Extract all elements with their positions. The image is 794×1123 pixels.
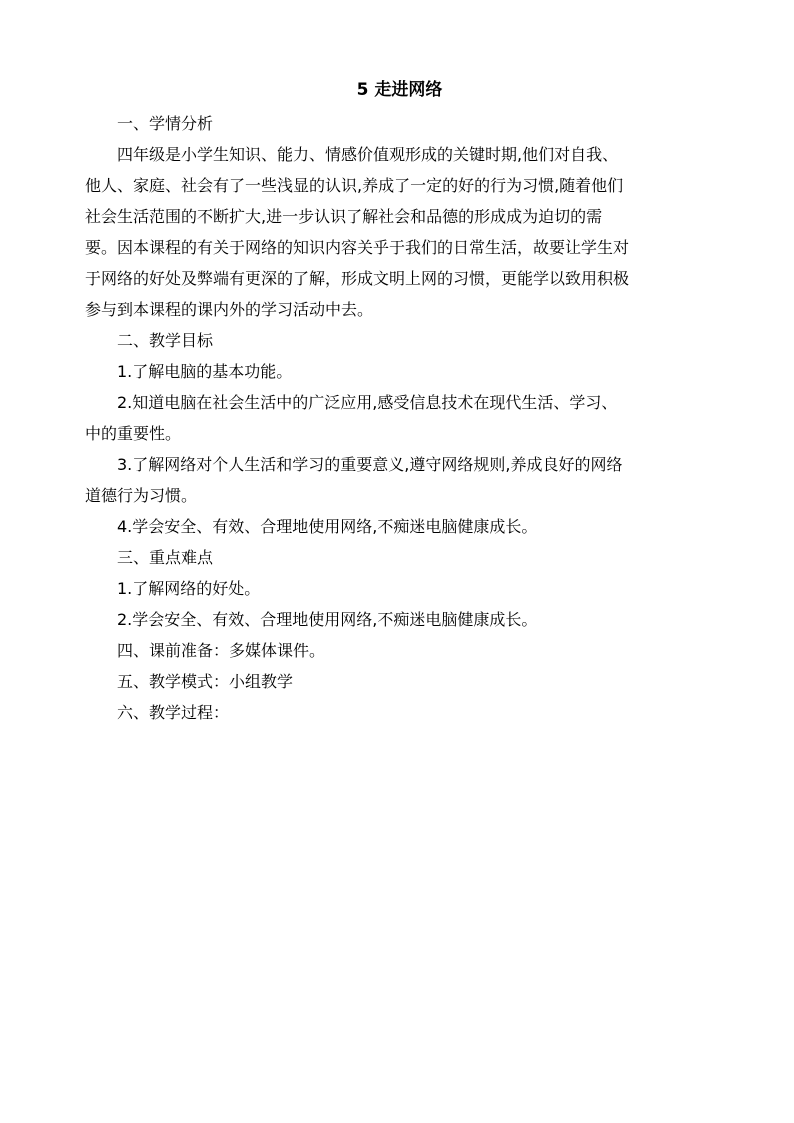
goal-item-2 — [85, 387, 714, 449]
analysis-line: 社会生活范围的不断扩大,进一步认识了解社会和品德的形成成为迫切的需 — [85, 207, 603, 226]
section-teaching-mode: 五、教学模式：小组教学 — [117, 672, 294, 691]
keypoint-item-2: 2.学会安全、有效、合理地使用网络,不痴迷电脑健康成长。 — [117, 610, 538, 629]
analysis-line: 四年级是小学生知识、能力、情感价值观形成的关键时期,他们对自我、 — [117, 145, 619, 164]
section-heading-analysis: 一、学情分析 — [117, 114, 214, 133]
goal-item-1: 1.了解电脑的基本功能。 — [117, 362, 293, 381]
goal-item-3 — [85, 449, 714, 511]
goal-line: 2.知道电脑在社会生活中的广泛应用,感受信息技术在现代生活、学习、 — [117, 393, 618, 412]
analysis-line: 要。因本课程的有关于网络的知识内容关乎于我们的日常生活，故要让学生对 — [85, 238, 630, 257]
goal-line: 道德行为习惯。 — [85, 486, 198, 505]
section-heading-keypoints: 三、重点难点 — [117, 548, 214, 567]
section-heading-goals: 二、教学目标 — [117, 331, 214, 350]
keypoint-item-1: 1.了解网络的好处。 — [117, 579, 261, 598]
analysis-line: 于网络的好处及弊端有更深的了解，形成文明上网的习惯，更能学以致用积极 — [85, 269, 630, 288]
analysis-paragraph — [85, 139, 714, 325]
goal-line: 中的重要性。 — [85, 424, 182, 443]
analysis-line: 参与到本课程的课内外的学习活动中去。 — [85, 300, 374, 319]
analysis-line: 他人、家庭、社会有了一些浅显的认识,养成了一定的好的行为习惯,随着他们 — [85, 176, 624, 195]
goal-item-4: 4.学会安全、有效、合理地使用网络,不痴迷电脑健康成长。 — [117, 517, 538, 536]
section-teaching-process: 六、教学过程： — [117, 703, 230, 722]
goal-line: 3.了解网络对个人生活和学习的重要意义,遵守网络规则,养成良好的网络 — [117, 455, 623, 474]
document-title: 5 走进网络 — [356, 80, 443, 100]
section-preparation: 四、课前准备：多媒体课件。 — [117, 641, 326, 660]
